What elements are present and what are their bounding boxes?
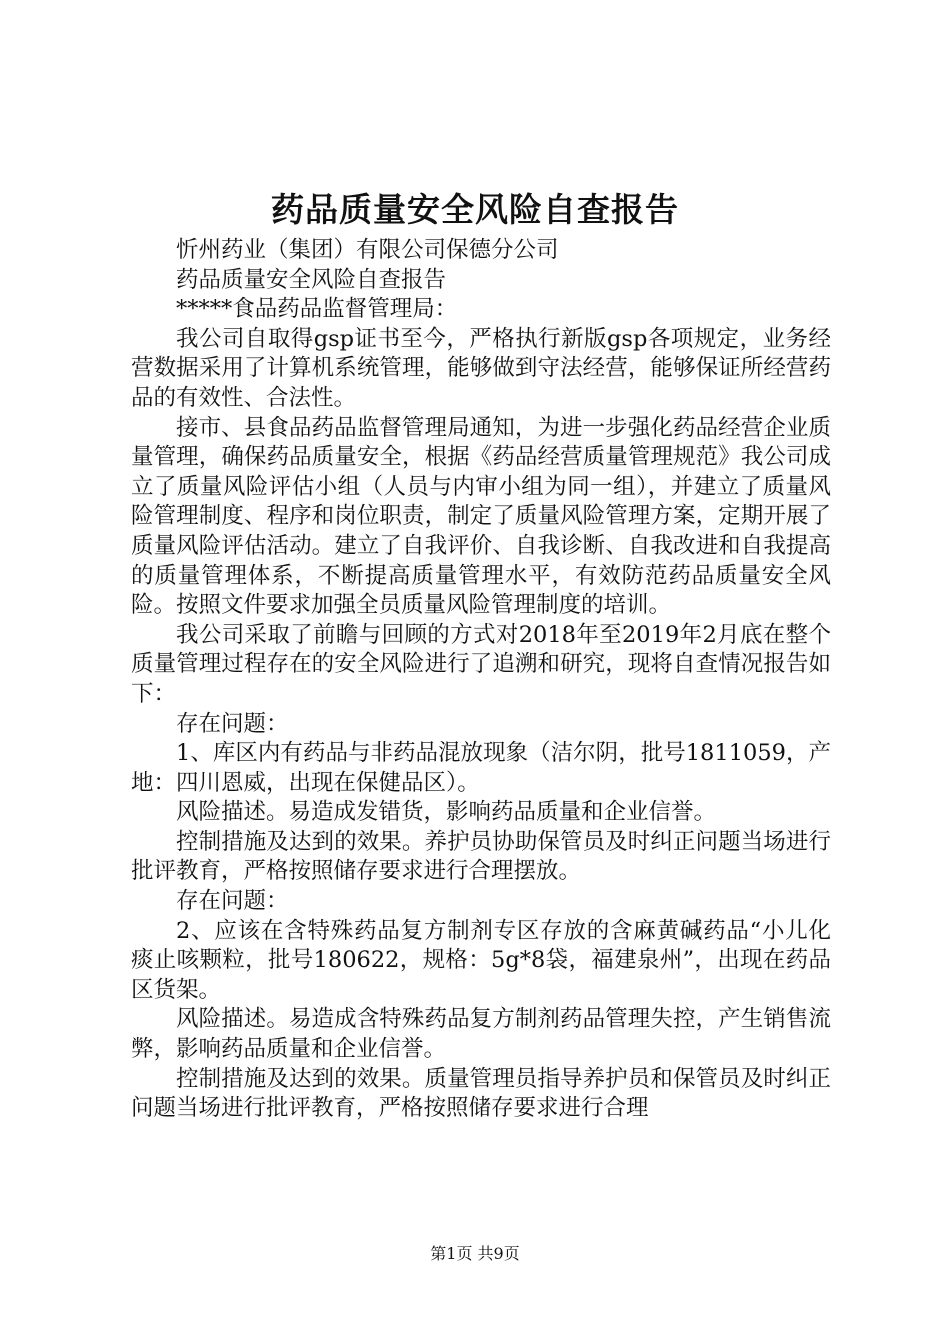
paragraph-subtitle: 药品质量安全风险自查报告 (176, 266, 447, 293)
paragraph-risk-2: 风险描述。易造成含特殊药品复方制剂药品管理失控，产生销售流弊，影响药品质量和企业信誉。 (131, 1006, 831, 1063)
paragraph-background: 接市、县食品药品监督管理局通知，为进一步强化药品经营企业质量管理，确保药品质量安全，根据《药品经营质量管理规范》我公司成立了质量风险评估小组（人员与内审小组为同一组），并建立了质量风险管理制度、程序和岗位职责，制定了质量风险管理方案，定期开展了质量风险评估活动。建立了自我评价、自我诊断、自我改进和自我提高的质量管理体系，不断提高质量管理水平，有效防范药品质量安全风险。按照文件要求加强全员质量风险管理制度的培训。 (131, 414, 831, 619)
document-title: 药品质量安全风险自查报告 (271, 190, 679, 229)
paragraph-risk-1: 风险描述。易造成发错货，影响药品质量和企业信誉。 (176, 799, 717, 826)
paragraph-addressee: *****食品药品监督管理局： (176, 296, 458, 323)
paragraph-method: 我公司采取了前瞻与回顾的方式对2018年至2019年2月底在整个质量管理过程存在的安全风险进行了追溯和研究，现将自查情况报告如下： (131, 621, 831, 707)
paragraph-control-2: 控制措施及达到的效果。质量管理员指导养护员和保管员及时纠正问题当场进行批评教育，严格按照储存要求进行合理 (131, 1065, 831, 1122)
paragraph-company: 忻州药业（集团）有限公司保德分公司 (176, 237, 559, 263)
paragraph-intro: 我公司自取得gsp证书至今，严格执行新版gsp各项规定，业务经营数据采用了计算机系统管理，能够做到守法经营，能够保证所经营药品的有效性、合法性。 (131, 325, 831, 411)
paragraph-issue-1: 1、库区内有药品与非药品混放现象（洁尔阴，批号1811059，产地：四川恩威，出现在保健品区）。 (131, 740, 831, 796)
document-body (131, 236, 831, 1124)
page-footer: 第1页 共9页 (430, 1244, 520, 1263)
paragraph-issue-heading-2: 存在问题： (176, 888, 289, 915)
paragraph-issue-2: 2、应该在含特殊药品复方制剂专区存放的含麻黄碱药品“小儿化痰止咳颗粒，批号180622，规格：5g*8袋，福建泉州”，出现在药品区货架。 (131, 917, 831, 1003)
paragraph-control-1: 控制措施及达到的效果。养护员协助保管员及时纠正问题当场进行批评教育，严格按照储存要求进行合理摆放。 (131, 828, 831, 885)
paragraph-issue-heading-1: 存在问题： (176, 710, 289, 737)
